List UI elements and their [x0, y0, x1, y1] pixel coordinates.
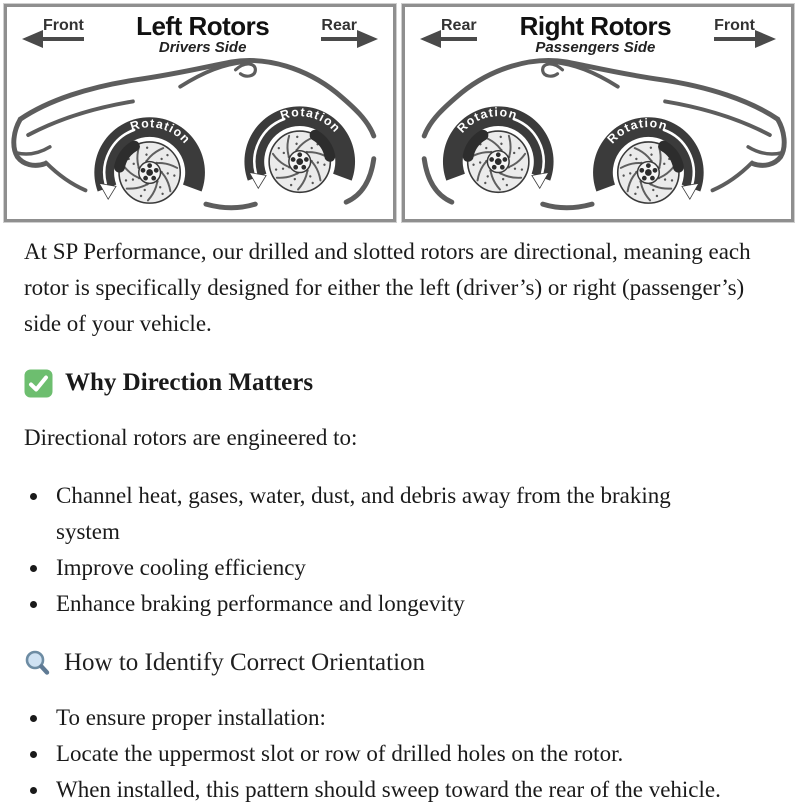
rotation-arc-label: Rotation	[278, 105, 344, 136]
rotation-arc-label: Rotation	[604, 115, 670, 147]
check-mark-icon	[24, 369, 53, 398]
panel-title: Left Rotors	[136, 11, 270, 41]
list-item: • Channel heat, gases, water, dust, and debris away from the braking system	[50, 478, 728, 550]
list-item: • Enhance braking performance and longevity	[50, 586, 728, 622]
list-item: • To ensure proper installation:	[50, 700, 728, 736]
lead-paragraph: Directional rotors are engineered to:	[24, 425, 358, 450]
arrow-left-icon-label: Front	[43, 17, 84, 34]
arrow-right-icon-label: Front	[714, 17, 755, 34]
list-item: • Locate the uppermost slot or row of drilled holes on the rotor.	[50, 736, 728, 772]
panel-subtitle: Drivers Side	[158, 39, 247, 57]
right-panel-titles	[477, 13, 715, 56]
identify-orientation-heading	[24, 648, 764, 678]
intro-paragraph: At SP Performance, our drilled and slotted rotors are directional, meaning each rotor is specifically designed for either the left (driver’s) or right (passenger’s) side of your vehicle.	[24, 239, 751, 336]
right-car-illustration	[405, 56, 791, 214]
left-rotors-panel	[4, 4, 396, 222]
orientation-steps-list	[24, 700, 764, 808]
panel-title: Right Rotors	[519, 11, 672, 41]
heading-text: Why Direction Matters	[65, 369, 314, 396]
rear-direction-label	[441, 17, 477, 41]
rotation-arc-label: Rotation	[454, 105, 520, 136]
benefits-list	[24, 478, 764, 622]
list-item: • When installed, this pattern should sweep toward the rear of the vehicle.	[50, 772, 728, 808]
left-panel-header	[7, 7, 393, 56]
svg-text:Rotation	[279, 105, 344, 136]
left-panel-titles	[84, 13, 322, 56]
right-panel-header	[405, 7, 791, 56]
arrow-right-icon	[714, 37, 755, 41]
arrow-left-icon	[43, 37, 84, 41]
magnifying-glass-icon	[24, 649, 52, 677]
why-direction-matters-heading	[24, 368, 764, 398]
svg-text:Rotation	[129, 116, 194, 147]
list-item: • Improve cooling efficiency	[50, 550, 728, 586]
front-direction-label	[714, 17, 755, 41]
article-body	[24, 234, 764, 808]
rear-direction-label	[321, 17, 357, 41]
panel-subtitle: Passengers Side	[535, 39, 656, 57]
front-direction-label	[43, 17, 84, 41]
rotor-direction-diagram	[4, 4, 794, 222]
rotation-arc-label: Rotation	[128, 116, 194, 147]
arrow-right-icon-label: Rear	[321, 17, 357, 34]
arrow-left-icon-label: Rear	[441, 17, 477, 34]
left-car-illustration	[7, 56, 393, 214]
right-rotors-panel	[402, 4, 794, 222]
arrow-right-icon	[321, 37, 357, 41]
heading-text: How to Identify Correct Orientation	[64, 649, 426, 676]
arrow-left-icon	[441, 37, 477, 41]
